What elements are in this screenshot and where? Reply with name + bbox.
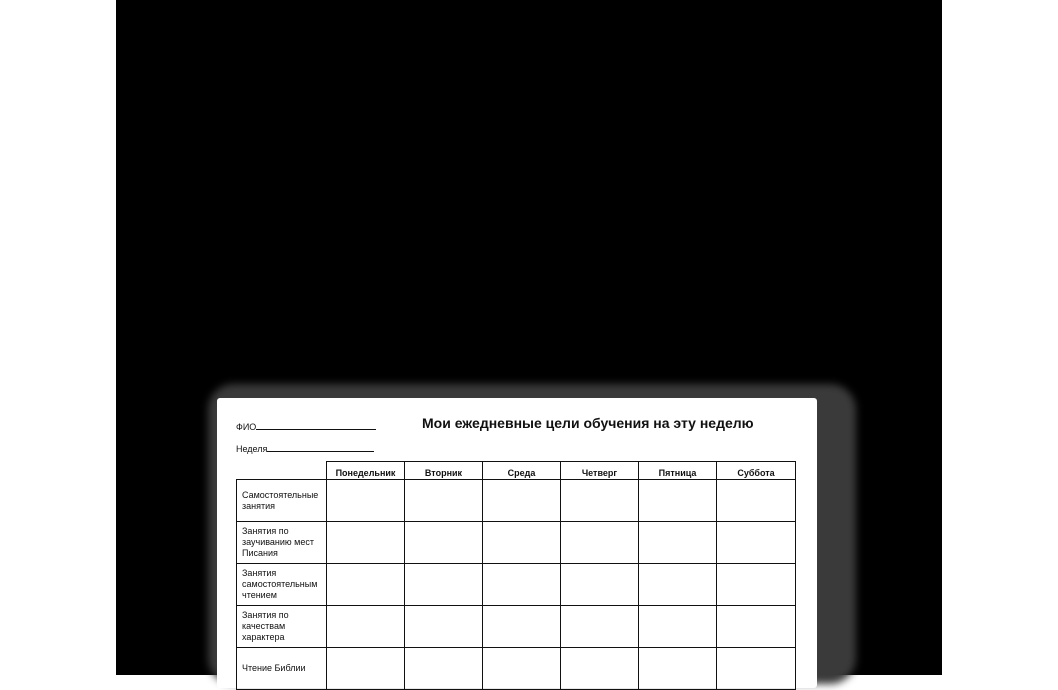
table-cell[interactable] (561, 648, 639, 690)
column-header-wednesday: Среда (483, 462, 561, 480)
column-header-tuesday: Вторник (405, 462, 483, 480)
table-cell[interactable] (717, 480, 796, 522)
table-cell[interactable] (405, 564, 483, 606)
column-header-saturday: Суббота (717, 462, 796, 480)
page-title: Мои ежедневные цели обучения на эту неделю (422, 415, 754, 431)
table-cell[interactable] (561, 606, 639, 648)
row-label-bible-reading (237, 648, 327, 690)
table-row (237, 564, 796, 606)
row-label-line: самостоятельным (242, 579, 318, 589)
row-label-line: заучиванию мест (242, 537, 314, 547)
table-cell[interactable] (639, 564, 717, 606)
table-cell[interactable] (561, 480, 639, 522)
row-label-line: занятия (242, 500, 275, 511)
week-label: Неделя (236, 444, 268, 454)
table-cell[interactable] (561, 522, 639, 564)
table-cell[interactable] (717, 606, 796, 648)
column-header-monday: Понедельник (327, 462, 405, 480)
table-cell[interactable] (639, 480, 717, 522)
row-label-character-qualities (237, 606, 327, 648)
table-cell[interactable] (483, 606, 561, 648)
column-header-friday: Пятница (639, 462, 717, 480)
row-label-independent-study (237, 480, 327, 522)
corner-cell (237, 462, 327, 480)
row-label-independent-reading (237, 564, 327, 606)
row-label-line: Чтение Библии (242, 663, 306, 673)
table-cell[interactable] (639, 606, 717, 648)
column-header-thursday: Четверг (561, 462, 639, 480)
row-label-line: Занятия (242, 568, 277, 578)
row-label-line: Самостоятельные (242, 489, 319, 500)
table-cell[interactable] (717, 522, 796, 564)
table-cell[interactable] (717, 564, 796, 606)
table-cell[interactable] (405, 606, 483, 648)
table-cell[interactable] (327, 564, 405, 606)
table-row (237, 606, 796, 648)
row-label-line: чтением (242, 590, 277, 600)
table-cell[interactable] (639, 648, 717, 690)
table-cell[interactable] (561, 564, 639, 606)
table-cell[interactable] (327, 480, 405, 522)
table-cell[interactable] (405, 480, 483, 522)
week-field (236, 442, 374, 454)
table-cell[interactable] (639, 522, 717, 564)
table-cell[interactable] (405, 522, 483, 564)
table-cell[interactable] (483, 480, 561, 522)
row-label-line: Занятия по (242, 526, 289, 536)
table-cell[interactable] (405, 648, 483, 690)
worksheet-paper (217, 398, 817, 688)
week-blank-line[interactable] (267, 442, 374, 452)
weekly-goals-table (236, 461, 796, 690)
table-header-row (237, 462, 796, 480)
table-cell[interactable] (717, 648, 796, 690)
table-cell[interactable] (327, 606, 405, 648)
row-label-line: качествам (242, 621, 286, 631)
table-cell[interactable] (483, 522, 561, 564)
row-label-line: Занятия по (242, 610, 289, 620)
row-label-line: характера (242, 632, 285, 642)
table-row (237, 648, 796, 690)
row-label-line: Писания (242, 548, 278, 558)
fio-field (236, 420, 376, 432)
table-cell[interactable] (483, 564, 561, 606)
table-cell[interactable] (327, 648, 405, 690)
fio-blank-line[interactable] (256, 420, 376, 430)
table-row (237, 522, 796, 564)
row-label-scripture-memorization (237, 522, 327, 564)
table-row (237, 480, 796, 522)
fio-label: ФИО (236, 422, 257, 432)
table-cell[interactable] (327, 522, 405, 564)
table-cell[interactable] (483, 648, 561, 690)
